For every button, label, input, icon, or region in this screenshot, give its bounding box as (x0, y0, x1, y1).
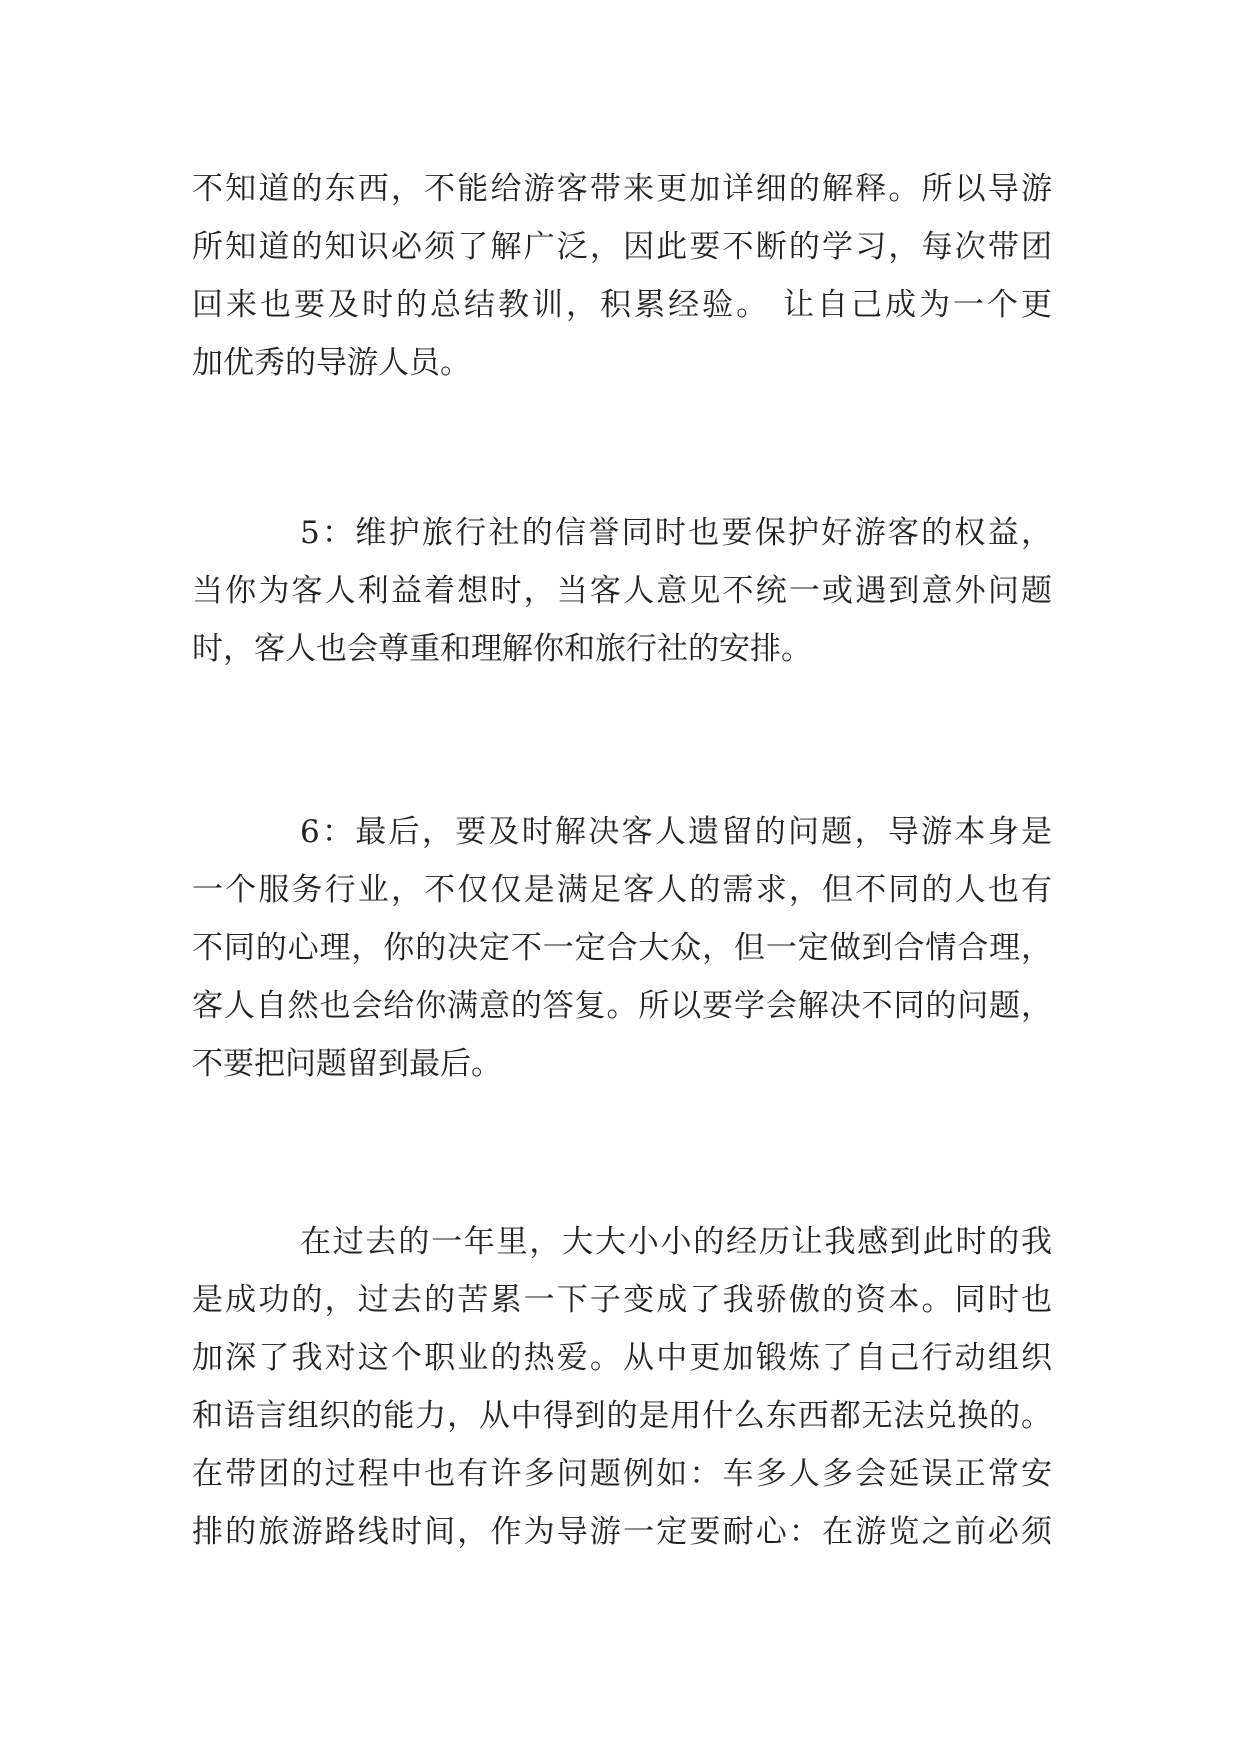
text-line: 6：最后，要及时解决客人遗留的问题，导游本身是 (300, 814, 1052, 850)
paragraph-point-5 (192, 504, 1052, 678)
text-line: 加深了我对这个职业的热爱。从中更加锻炼了自己行动组织 (192, 1340, 1052, 1376)
text-line: 和语言组织的能力，从中得到的是用什么东西都无法兑换的。 (192, 1398, 1052, 1434)
text-line: 时，客人也会尊重和理解你和旅行社的安排。 (192, 631, 812, 667)
text-line: 不要把问题留到最后。 (192, 1046, 502, 1082)
text-line: 当你为客人利益着想时，当客人意见不统一或遇到意外问题 (192, 573, 1052, 609)
text-line: 所知道的知识必须了解广泛，因此要不断的学习，每次带团 (192, 229, 1052, 265)
text-line: 不知道的东西，不能给游客带来更加详细的解释。所以导游 (192, 171, 1052, 207)
text-line: 一个服务行业，不仅仅是满足客人的需求，但不同的人也有 (192, 872, 1052, 908)
text-line: 回来也要及时的总结教训，积累经验。 让自己成为一个更 (192, 287, 1052, 323)
text-line: 加优秀的导游人员。 (192, 345, 471, 381)
text-line: 5：维护旅行社的信誉同时也要保护好游客的权益， (300, 515, 1052, 551)
text-line: 在带团的过程中也有许多问题例如：车多人多会延误正常安 (192, 1456, 1052, 1492)
text-line: 在过去的一年里，大大小小的经历让我感到此时的我 (300, 1224, 1052, 1260)
text-line: 排的旅游路线时间，作为导游一定要耐心：在游览之前必须 (192, 1514, 1052, 1550)
paragraph-year-summary (192, 1213, 1052, 1561)
paragraph-knowledge-continuation (192, 160, 1052, 392)
text-line: 客人自然也会给你满意的答复。所以要学会解决不同的问题， (192, 988, 1052, 1024)
text-line: 不同的心理，你的决定不一定合大众，但一定做到合情合理， (192, 930, 1052, 966)
text-line: 是成功的，过去的苦累一下子变成了我骄傲的资本。同时也 (192, 1282, 1052, 1318)
paragraph-point-6 (192, 803, 1052, 1093)
